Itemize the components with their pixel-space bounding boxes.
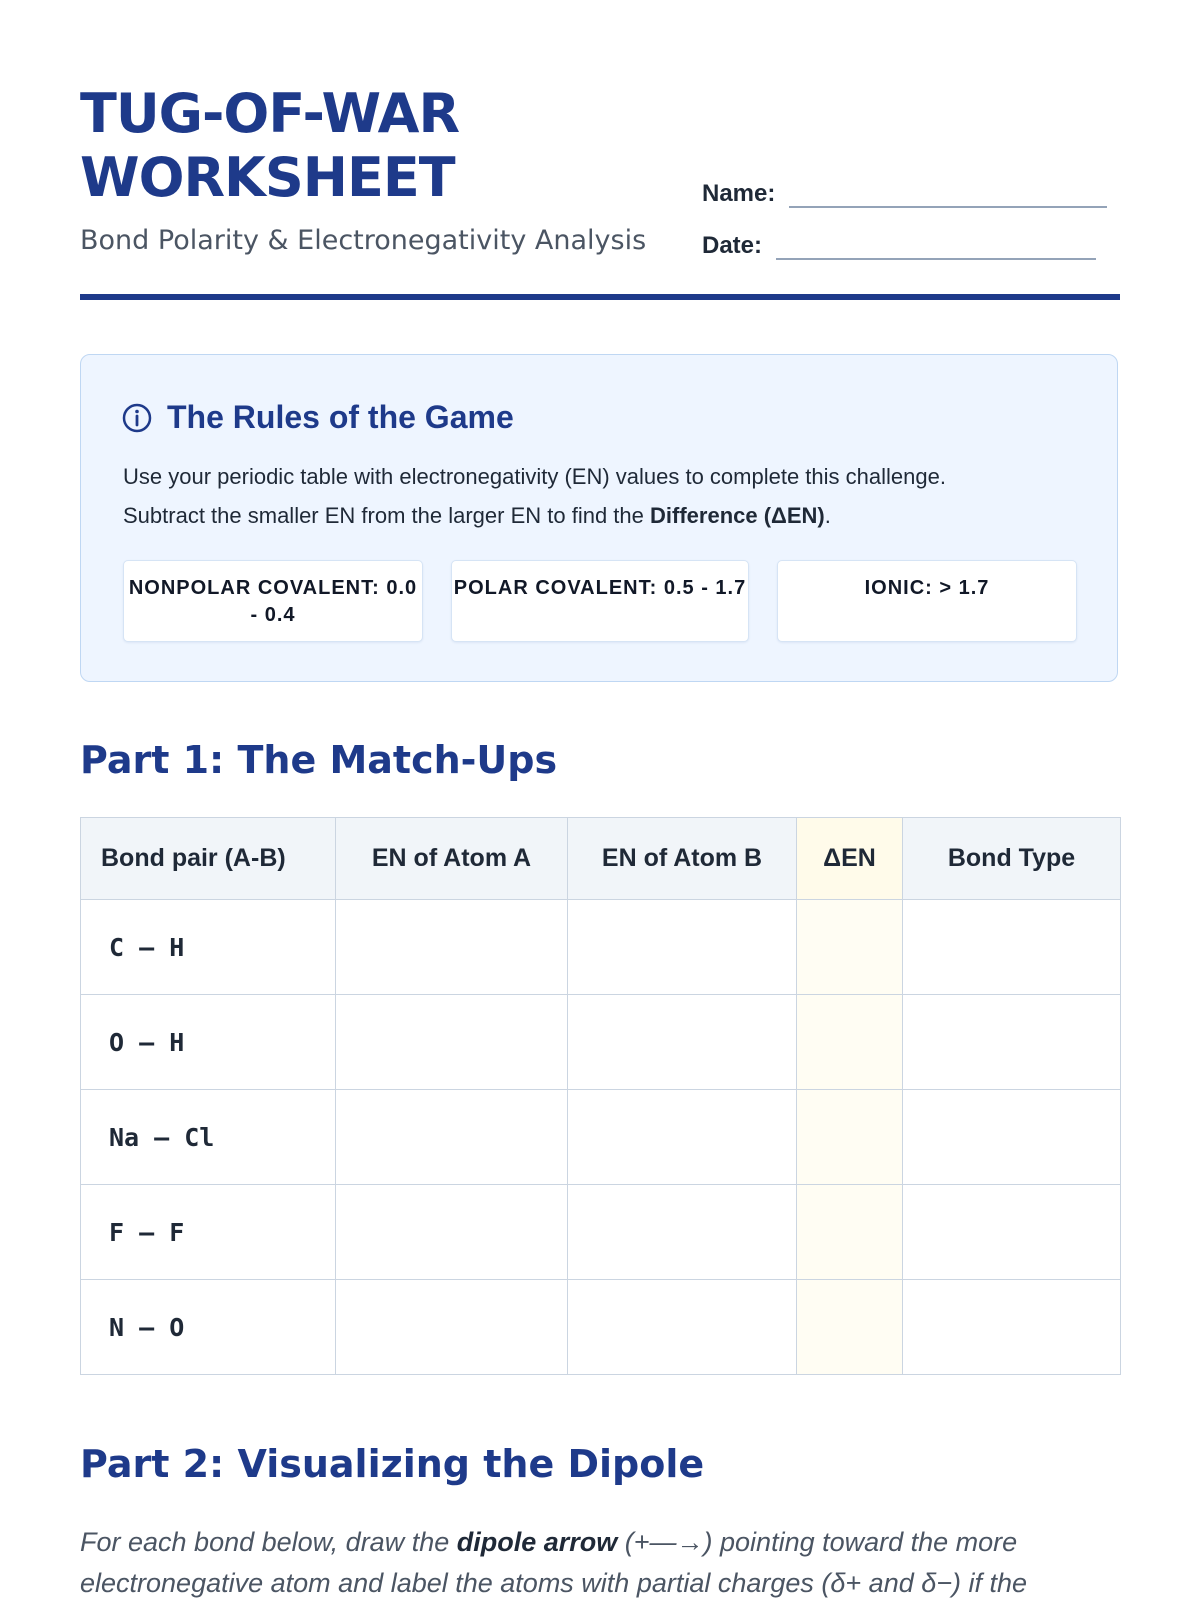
rules-line-2-bold: Difference (ΔEN) xyxy=(650,503,825,528)
bond-type-cell[interactable] xyxy=(903,900,1121,995)
header-delta-en: ΔEN xyxy=(797,818,903,900)
bond-pair-cell: C — H xyxy=(81,900,336,995)
table-row xyxy=(81,1280,1121,1375)
table-row xyxy=(81,995,1121,1090)
name-field xyxy=(702,176,1107,208)
info-icon xyxy=(121,402,153,434)
rules-line-2-suffix: . xyxy=(824,503,831,528)
match-ups-table xyxy=(80,817,1121,1375)
rules-line-1: Use your periodic table with electronegativity (EN) values to complete this challenge. xyxy=(123,464,946,489)
header-bond-type: Bond Type xyxy=(903,818,1121,900)
bond-type-cell[interactable] xyxy=(903,1090,1121,1185)
rules-description xyxy=(123,457,1083,535)
instructions-suffix: (+—→) pointing toward the more electronegative atom and label the atoms with partial charges (δ+ and δ−) if the xyxy=(80,1527,1028,1598)
bond-pair-cell: O — H xyxy=(81,995,336,1090)
table-row xyxy=(81,1090,1121,1185)
table-header-row xyxy=(81,818,1121,900)
delta-en-cell[interactable] xyxy=(797,995,903,1090)
chip-ionic: IONIC: > 1.7 xyxy=(777,560,1077,642)
en-atom-b-cell[interactable] xyxy=(568,1090,797,1185)
header-bond-pair: Bond pair (A-B) xyxy=(81,818,336,900)
en-atom-b-cell[interactable] xyxy=(568,900,797,995)
en-atom-b-cell[interactable] xyxy=(568,1185,797,1280)
table-row xyxy=(81,1185,1121,1280)
rules-line-2-prefix: Subtract the smaller EN from the larger EN to find the xyxy=(123,503,651,528)
header-divider xyxy=(80,294,1120,300)
delta-en-cell[interactable] xyxy=(797,1185,903,1280)
rules-title: The Rules of the Game xyxy=(167,399,514,435)
bond-pair-cell: F — F xyxy=(81,1185,336,1280)
chip-polar-covalent: POLAR COVALENT: 0.5 - 1.7 xyxy=(451,560,749,642)
en-atom-a-cell[interactable] xyxy=(336,1280,568,1375)
bond-category-chips xyxy=(123,560,1083,642)
en-atom-b-cell[interactable] xyxy=(568,995,797,1090)
part-1-title: Part 1: The Match-Ups xyxy=(80,738,558,782)
en-atom-a-cell[interactable] xyxy=(336,1090,568,1185)
header-en-atom-a: EN of Atom A xyxy=(336,818,568,900)
en-atom-a-cell[interactable] xyxy=(336,900,568,995)
bond-type-cell[interactable] xyxy=(903,1185,1121,1280)
bond-type-cell[interactable] xyxy=(903,995,1121,1090)
header-en-atom-b: EN of Atom B xyxy=(568,818,797,900)
en-atom-a-cell[interactable] xyxy=(336,1185,568,1280)
instructions-prefix: For each bond below, draw the xyxy=(80,1527,457,1557)
delta-en-cell[interactable] xyxy=(797,1090,903,1185)
name-label: Name: xyxy=(702,180,776,207)
rules-heading xyxy=(121,399,514,436)
worksheet-header xyxy=(80,0,1120,300)
title-line-1: TUG-OF-WAR xyxy=(80,82,460,145)
date-label: Date: xyxy=(702,232,763,259)
bond-pair-cell: Na — Cl xyxy=(81,1090,336,1185)
delta-en-cell[interactable] xyxy=(797,900,903,995)
table-row xyxy=(81,900,1121,995)
bond-type-cell[interactable] xyxy=(903,1280,1121,1375)
delta-en-cell[interactable] xyxy=(797,1280,903,1375)
part-2-instructions xyxy=(80,1522,1120,1600)
part-2-title: Part 2: Visualizing the Dipole xyxy=(80,1442,705,1486)
rules-box xyxy=(80,354,1118,682)
en-atom-b-cell[interactable] xyxy=(568,1280,797,1375)
date-blank-line[interactable] xyxy=(776,228,1096,260)
worksheet-subtitle: Bond Polarity & Electronegativity Analysis xyxy=(80,225,647,256)
worksheet-title xyxy=(80,82,640,210)
date-field xyxy=(702,228,1096,260)
en-atom-a-cell[interactable] xyxy=(336,995,568,1090)
instructions-bold: dipole arrow xyxy=(456,1527,618,1557)
worksheet-page xyxy=(80,0,1120,1598)
name-blank-line[interactable] xyxy=(789,176,1107,208)
chip-nonpolar-covalent: NONPOLAR COVALENT: 0.0 - 0.4 xyxy=(123,560,423,642)
bond-pair-cell: N — O xyxy=(81,1280,336,1375)
title-line-2: WORKSHEET xyxy=(80,146,455,209)
